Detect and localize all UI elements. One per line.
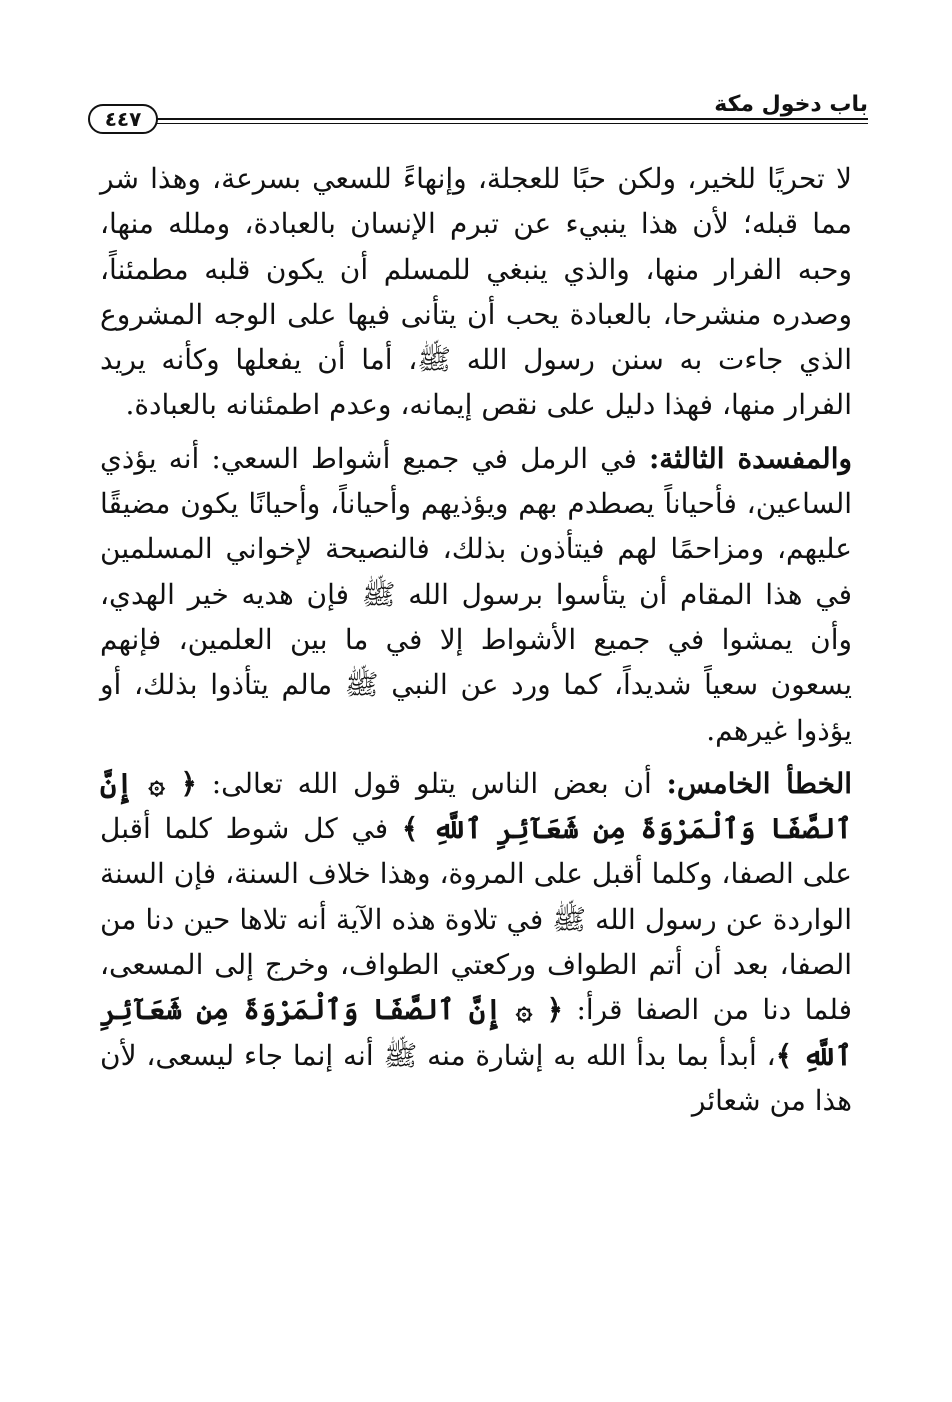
paragraph-text: أن بعض الناس يتلو قول الله تعالى:	[196, 766, 667, 800]
header-rule	[156, 118, 868, 120]
running-header	[88, 92, 868, 140]
paragraph-text: لا تحريًا للخير، ولكن حبًا للعجلة، وإنهاءً للسعي بسرعة، وهذا شر مما قبله؛ لأن هذا ينبيء عن تبرم الإنسان بالعبادة، وملله منها، وحبه الفرار منها، والذي ينبغي للمسلم أن يكون قلبه مطمئناً، وصدره منشرحا، بالعبادة يحب أن يتأنى فيها على الوجه المشروع الذي جاءت به سنن رسول الله ﷺ، أما أن يفعلها وكأنه يريد الفرار منها، فهذا دليل على نقص إيمانه، وعدم اطمئنانه بالعبادة.	[100, 162, 852, 422]
paragraph-text: ، أبدأ بما بدأ الله به إشارة منه ﷺ أنه إنما جاء ليسعى، لأن هذا من شعائر	[100, 1038, 852, 1117]
paragraph-text: في الرمل في جميع أشواط السعي: أنه يؤذي الساعين، فأحياناً يصطدم بهم ويؤذيهم وأحياناً، وأحيانًا يكون مضيقًا عليهم، ومزاحمًا لهم فيتأذون بذلك، فالنصيحة لإخواني المسلمين في هذا المقام أن يتأسوا برسول الله ﷺ فإن هديه خير الهدي، وأن يمشوا في جميع الأشواط إلا في ما بين العلمين، فإنهم يسعون سعياً شديداً، كما ورد عن النبي ﷺ مالم يتأذوا بذلك، أو يؤذوا غيرهم.	[100, 441, 852, 747]
body-text	[100, 156, 852, 1131]
paragraph-lead: الخطأ الخامس:	[666, 766, 852, 800]
page-number: ٤٤٧	[88, 104, 158, 134]
paragraph-text: في كل شوط كلما أقبل على الصفا، وكلما أقبل على المروة، وهذا خلاف السنة، فإن السنة الواردة عن رسول الله ﷺ في تلاوة هذه الآية أنه تلاها حين دنا من الصفا، بعد أن أتم الطواف وركعتي الطواف، وخرج إلى المسعى، فلما دنا من الصفا قرأ:	[100, 812, 852, 1027]
header-rule-thin	[156, 123, 868, 124]
paragraph-1	[100, 156, 852, 428]
quran-verse: ﴿ ۞ إِنَّ ٱلصَّفَا وَٱلْمَرْوَةَ مِن شَعَآئِرِ ٱللَّهِ ﴾	[100, 993, 853, 1072]
paragraph-lead: والمفسدة الثالثة:	[648, 441, 852, 475]
paragraph-3	[100, 761, 852, 1123]
quran-verse: ﴿ ۞ إِنَّ ٱلصَّفَا وَٱلْمَرْوَةَ مِن شَعَآئِرِ ٱللَّهِ ﴾	[100, 766, 852, 846]
chapter-title: باب دخول مكة	[714, 92, 868, 117]
paragraph-2	[100, 436, 852, 753]
